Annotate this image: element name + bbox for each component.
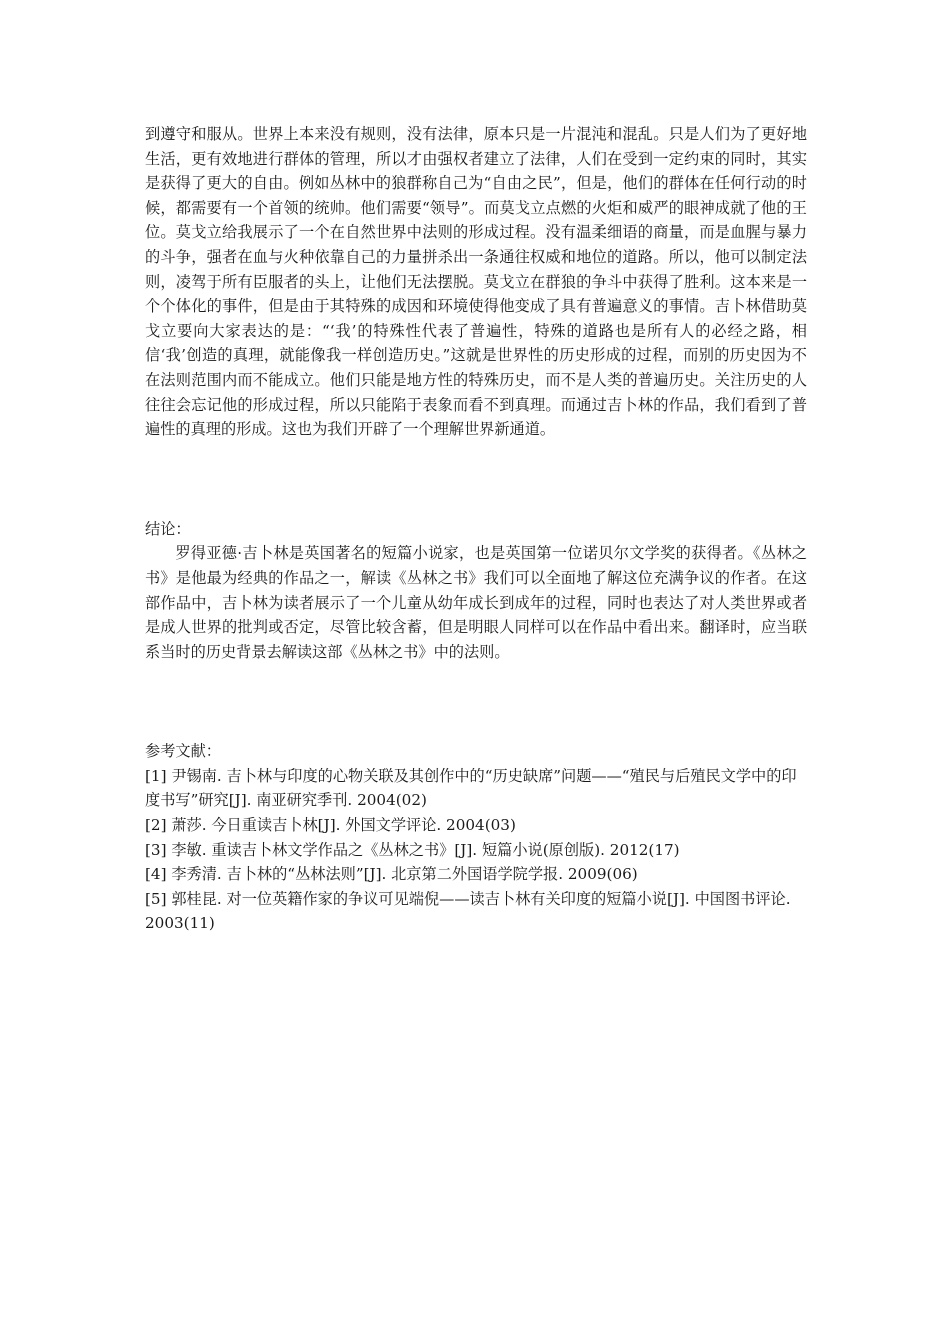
references-list: [145, 764, 807, 936]
body-paragraph: 到遵守和服从。世界上本来没有规则，没有法律，原本只是一片混沌和混乱。只是人们为了更好地生活，更有效地进行群体的管理，所以才由强权者建立了法律，人们在受到一定约束的同时，其实是获得了更大的自由。例如丛林中的狼群称自己为“自由之民”，但是，他们的群体在任何行动的时候，都需要有一个首领的统帅。他们需要“领导”。而莫戈立点燃的火炬和威严的眼神成就了他的王位。莫戈立给我展示了一个在自然世界中法则的形成过程。没有温柔细语的商量，而是血腥与暴力的斗争，强者在血与火种依靠自己的力量拼杀出一条通往权威和地位的道路。所以，他可以制定法则，凌驾于所有臣服者的头上，让他们无法摆脱。莫戈立在群狼的争斗中获得了胜利。这本来是一个个体化的事件，但是由于其特殊的成因和环境使得他变成了具有普遍意义的事情。吉卜林借助莫戈立要向大家表达的是：“‘我’的特殊性代表了普遍性，特殊的道路也是所有人的必经之路，相信‘我’创造的真理，就能像我一样创造历史。”这就是世界性的历史形成的过程，而别的历史因为不在法则范围内而不能成立。他们只能是地方性的特殊历史，而不是人类的普遍历史。关注历史的人往往会忘记他的形成过程，所以只能陷于表象而看不到真理。而通过吉卜林的作品，我们看到了普遍性的真理的形成。这也为我们开辟了一个理解世界新通道。: [145, 125, 807, 439]
spacer: [145, 664, 807, 739]
references-heading: 参考文献：: [145, 742, 221, 761]
conclusion-heading: 结论：: [145, 519, 191, 538]
reference-item: [2] 萧莎. 今日重读吉卜林[J]. 外国文学评论. 2004(03): [145, 816, 516, 835]
reference-item: [1] 尹锡南. 吉卜林与印度的心物关联及其创作中的“历史缺席”问题——“殖民与后殖民文学中的印度书写”研究[J]. 南亚研究季刊. 2004(02): [145, 766, 797, 810]
reference-item: [5] 郭桂昆. 对一位英籍作家的争议可见端倪——读吉卜林有关印度的短篇小说[J]. 中国图书评论. 2003(11): [145, 889, 791, 933]
conclusion-paragraph: 罗得亚德·吉卜林是英国著名的短篇小说家，也是英国第一位诺贝尔文学奖的获得者。《丛林之书》是他最为经典的作品之一，解读《丛林之书》我们可以全面地了解这位充满争议的作者。在这部作品中，吉卜林为读者展示了一个儿童从幼年成长到成年的过程，同时也表达了对人类世界或者是成人世界的批判或否定，尽管比较含蓄，但是明眼人同样可以在作品中看出来。翻译时，应当联系当时的历史背景去解读这部《丛林之书》中的法则。: [145, 544, 807, 661]
document-page: [145, 122, 807, 936]
spacer: [145, 442, 807, 517]
reference-item: [3] 李敏. 重读吉卜林文学作品之《丛林之书》[J]. 短篇小说(原创版). 2012(17): [145, 840, 680, 859]
reference-item: [4] 李秀清. 吉卜林的“丛林法则”[J]. 北京第二外国语学院学报. 2009(06): [145, 865, 638, 884]
